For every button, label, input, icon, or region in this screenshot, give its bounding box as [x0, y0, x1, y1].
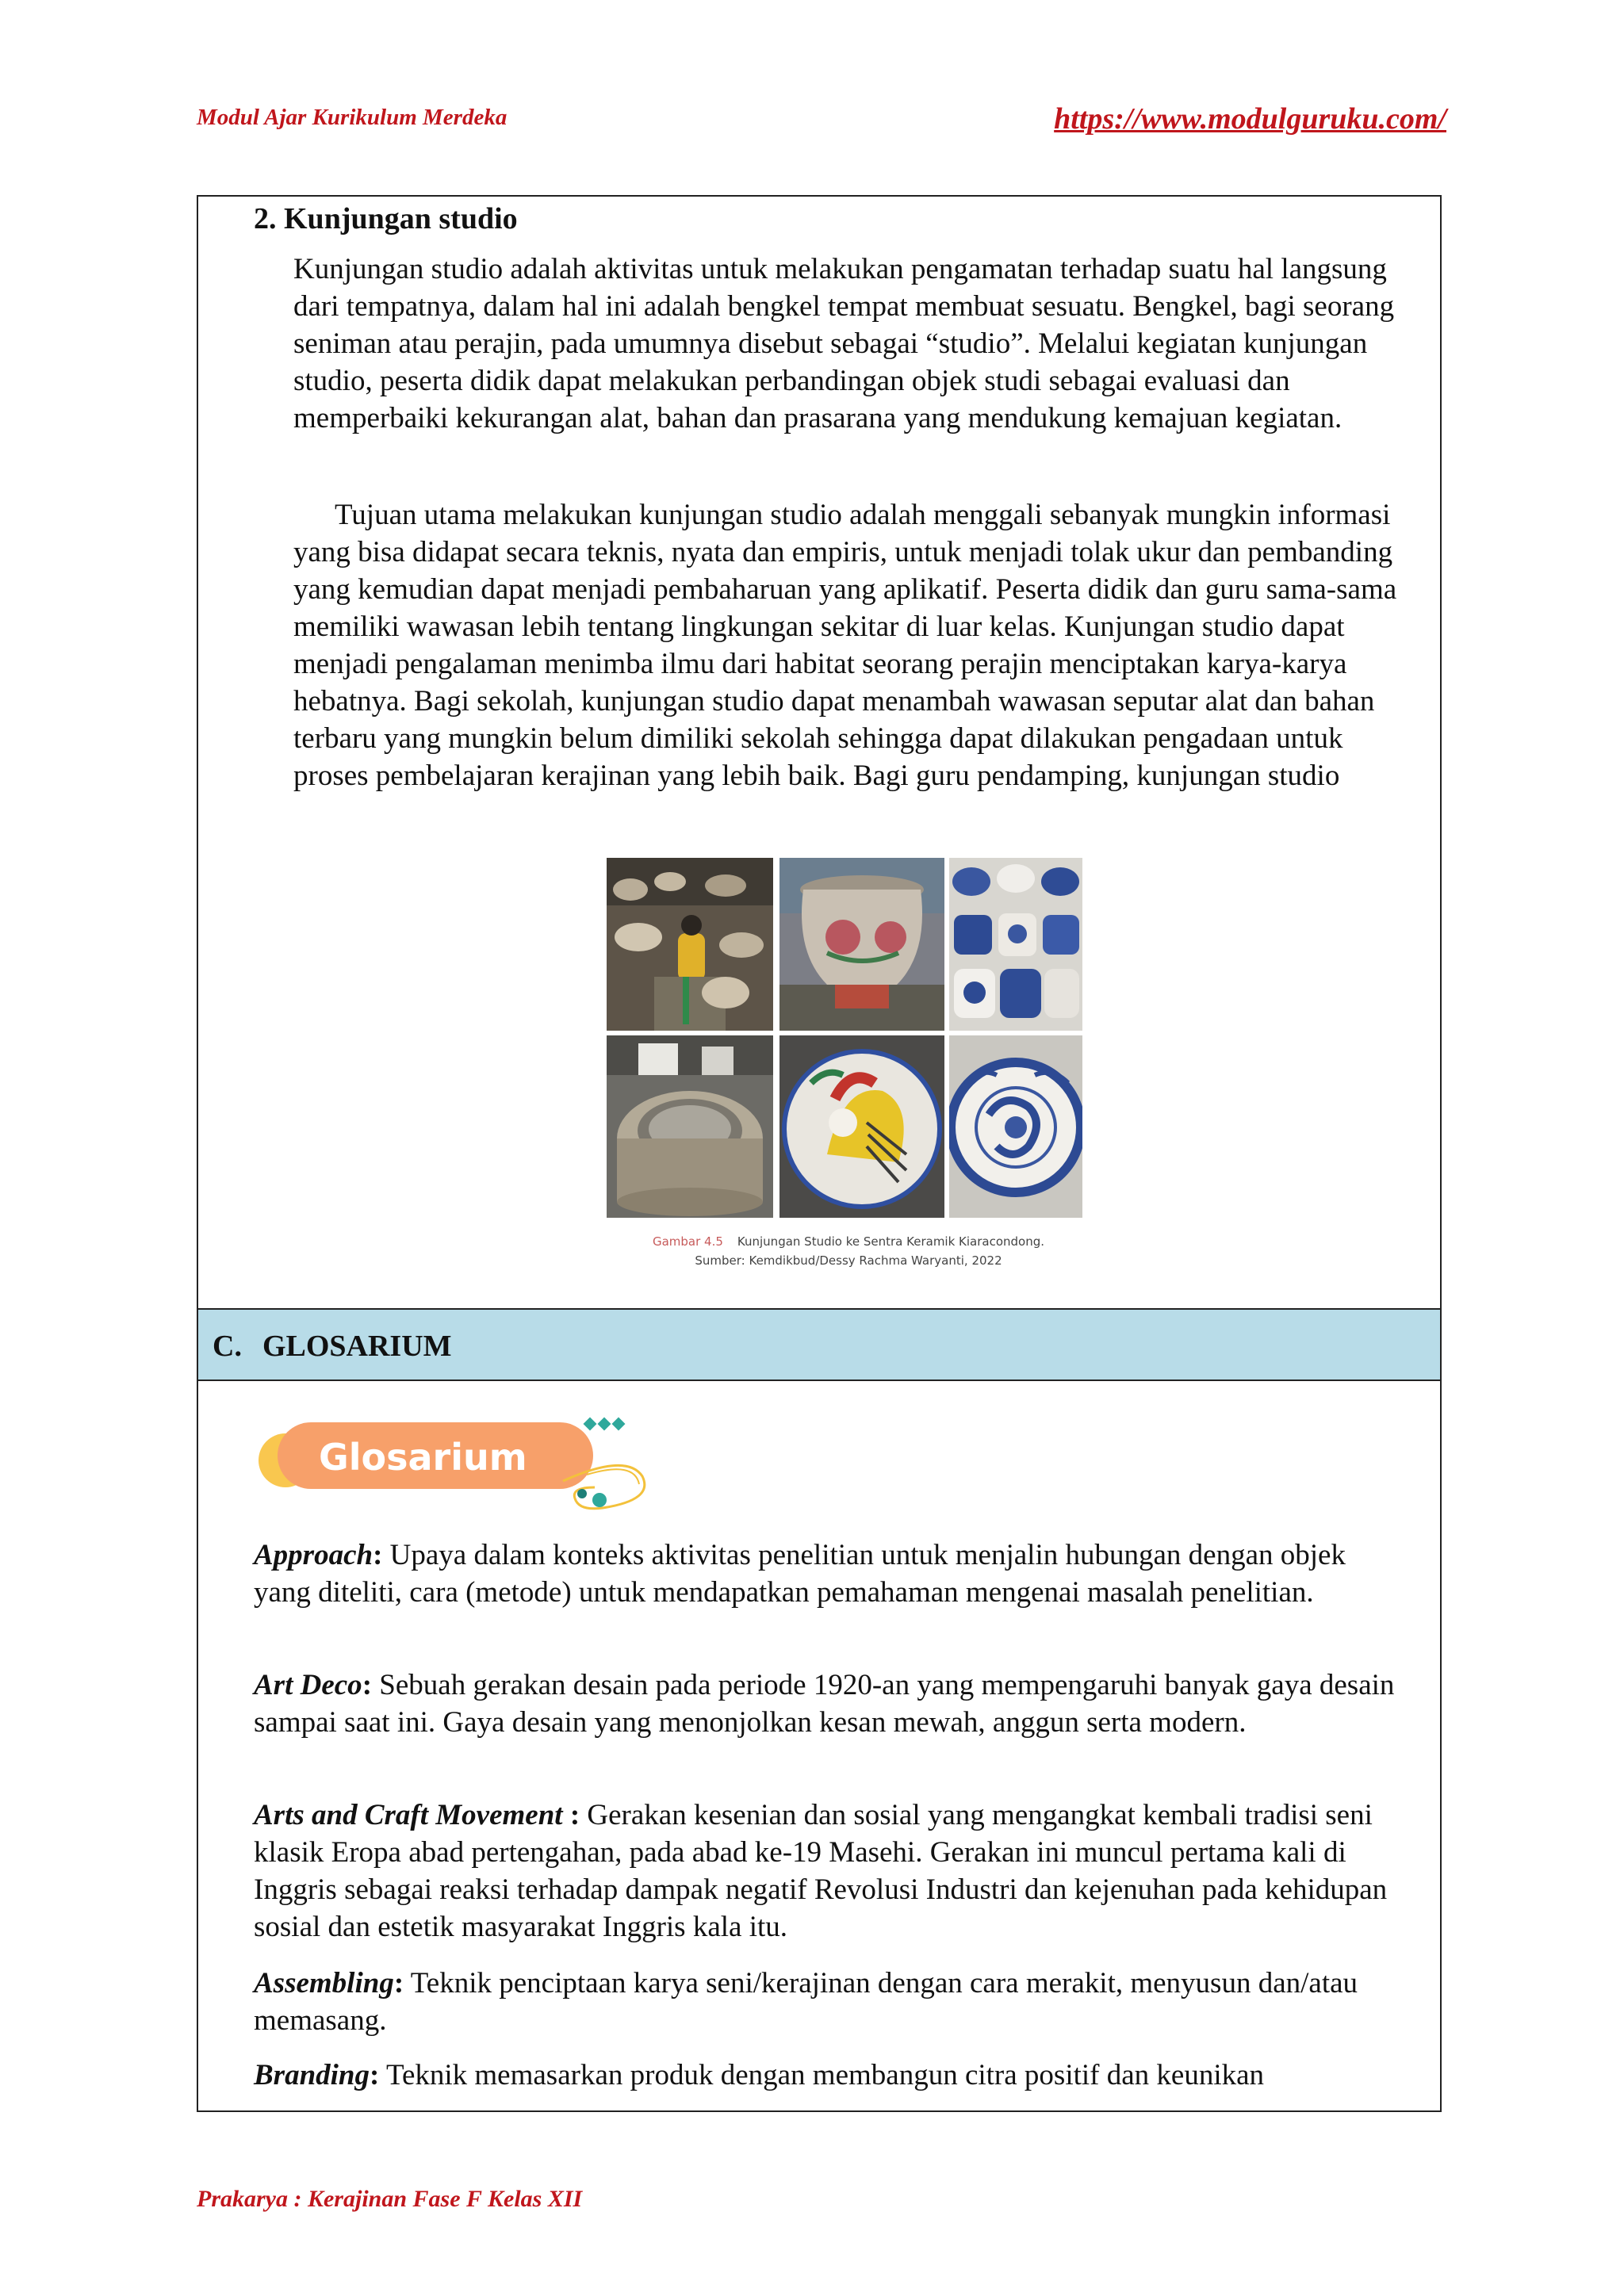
figure-source: Sumber: Kemdikbud/Dessy Rachma Waryanti, 2022: [695, 1253, 1002, 1268]
glossary-entry: Approach: Upaya dalam konteks aktivitas penelitian untuk menjalin hubungan dengan objek yang diteliti, cara (metode) untuk mendapatkan pemahaman mengenai masalah penelitian.: [254, 1539, 1346, 1609]
photo-rooster-plate: [779, 1035, 944, 1218]
figure-label: Gambar 4.5: [652, 1234, 723, 1249]
figure-title: Kunjungan Studio ke Sentra Keramik Kiaracondong.: [737, 1234, 1045, 1249]
photo-workshop: [607, 858, 773, 1031]
section-letter: C.: [213, 1330, 242, 1363]
photo-decorated-jar: [779, 858, 944, 1031]
photo-blue-white-pottery: [949, 858, 1082, 1031]
footer-subject: Prakarya : Kerajinan Fase F Kelas XII: [197, 2186, 583, 2212]
glossary-entry: Arts and Craft Movement : Gerakan kesenian dan sosial yang mengangkat kembali tradisi seni klasik Eropa abad pertengahan, pada abad ke-19 Masehi. Gerakan ini muncul pertama kali di Inggris sebagai reaksi terhadap dampak negatif Revolusi Industri dan kejenuhan pada kehidupan sosial dan estetik masyarakat Inggris kala itu.: [254, 1799, 1388, 1943]
glosarium-section-header: [198, 1308, 1440, 1381]
badge-text: Glosarium: [319, 1436, 527, 1479]
glosarium-badge: [254, 1405, 658, 1516]
photo-kiln: [607, 1035, 773, 1218]
paragraph-1: Kunjungan studio adalah aktivitas untuk melakukan pengamatan terhadap suatu hal langsung dari tempatnya, dalam hal ini adalah bengkel tempat membuat sesuatu. Bengkel, bagi seorang seniman atau perajin, pada umumnya disebut sebagai “studio”. Melalui kegiatan kunjungan studio, peserta didik dapat melakukan perbandingan objek studi sebagai evaluasi dan memperbaiki kekurangan alat, bahan dan prasarana yang mendukung kemajuan kegiatan.: [293, 253, 1395, 434]
figure-caption: [515, 1232, 1182, 1270]
header-website-link[interactable]: https://www.modulguruku.com/: [1054, 102, 1446, 136]
glossary-entry: Art Deco: Sebuah gerakan desain pada periode 1920-an yang mempengaruhi banyak gaya desain sampai saat ini. Gaya desain yang menonjolkan kesan mewah, anggun serta modern.: [254, 1669, 1395, 1739]
subsection-title: 2. Kunjungan studio: [254, 202, 518, 235]
header-module-title: Modul Ajar Kurikulum Merdeka: [197, 105, 508, 130]
content-frame: [197, 195, 1442, 2112]
photo-blue-dragon-plate: [949, 1035, 1082, 1218]
studio-photo-collage: [607, 858, 1082, 1218]
paragraph-2: Tujuan utama melakukan kunjungan studio adalah menggali sebanyak mungkin informasi yang bisa didapat secara teknis, nyata dan empiris, untuk menjadi tolak ukur dan pembanding yang kemudian dapat menjadi pembaharuan yang aplikatif. Peserta didik dan guru sama-sama memiliki wawasan lebih tentang lingkungan sekitar di luar kelas. Kunjungan studio dapat menjadi pengalaman menimba ilmu dari habitat seorang perajin menciptakan karya-karya hebatnya. Bagi sekolah, kunjungan studio dapat menambah wawasan seputar alat dan bahan terbaru yang mungkin belum dimiliki sekolah sehingga dapat dilakukan pengadaan untuk proses pembelajaran kerajinan yang lebih baik. Bagi guru pendamping, kunjungan studio: [293, 499, 1397, 792]
section-title: GLOSARIUM: [262, 1330, 452, 1363]
glosarium-section: [198, 1381, 1440, 2112]
glossary-entry: Branding: Teknik memasarkan produk dengan membangun citra positif dan keunikan: [254, 2059, 1265, 2091]
glossary-entry: Assembling: Teknik penciptaan karya seni/kerajinan dengan cara merakit, menyusun dan/atau memasang.: [254, 1967, 1358, 2037]
studio-visit-section: [198, 197, 1440, 1308]
